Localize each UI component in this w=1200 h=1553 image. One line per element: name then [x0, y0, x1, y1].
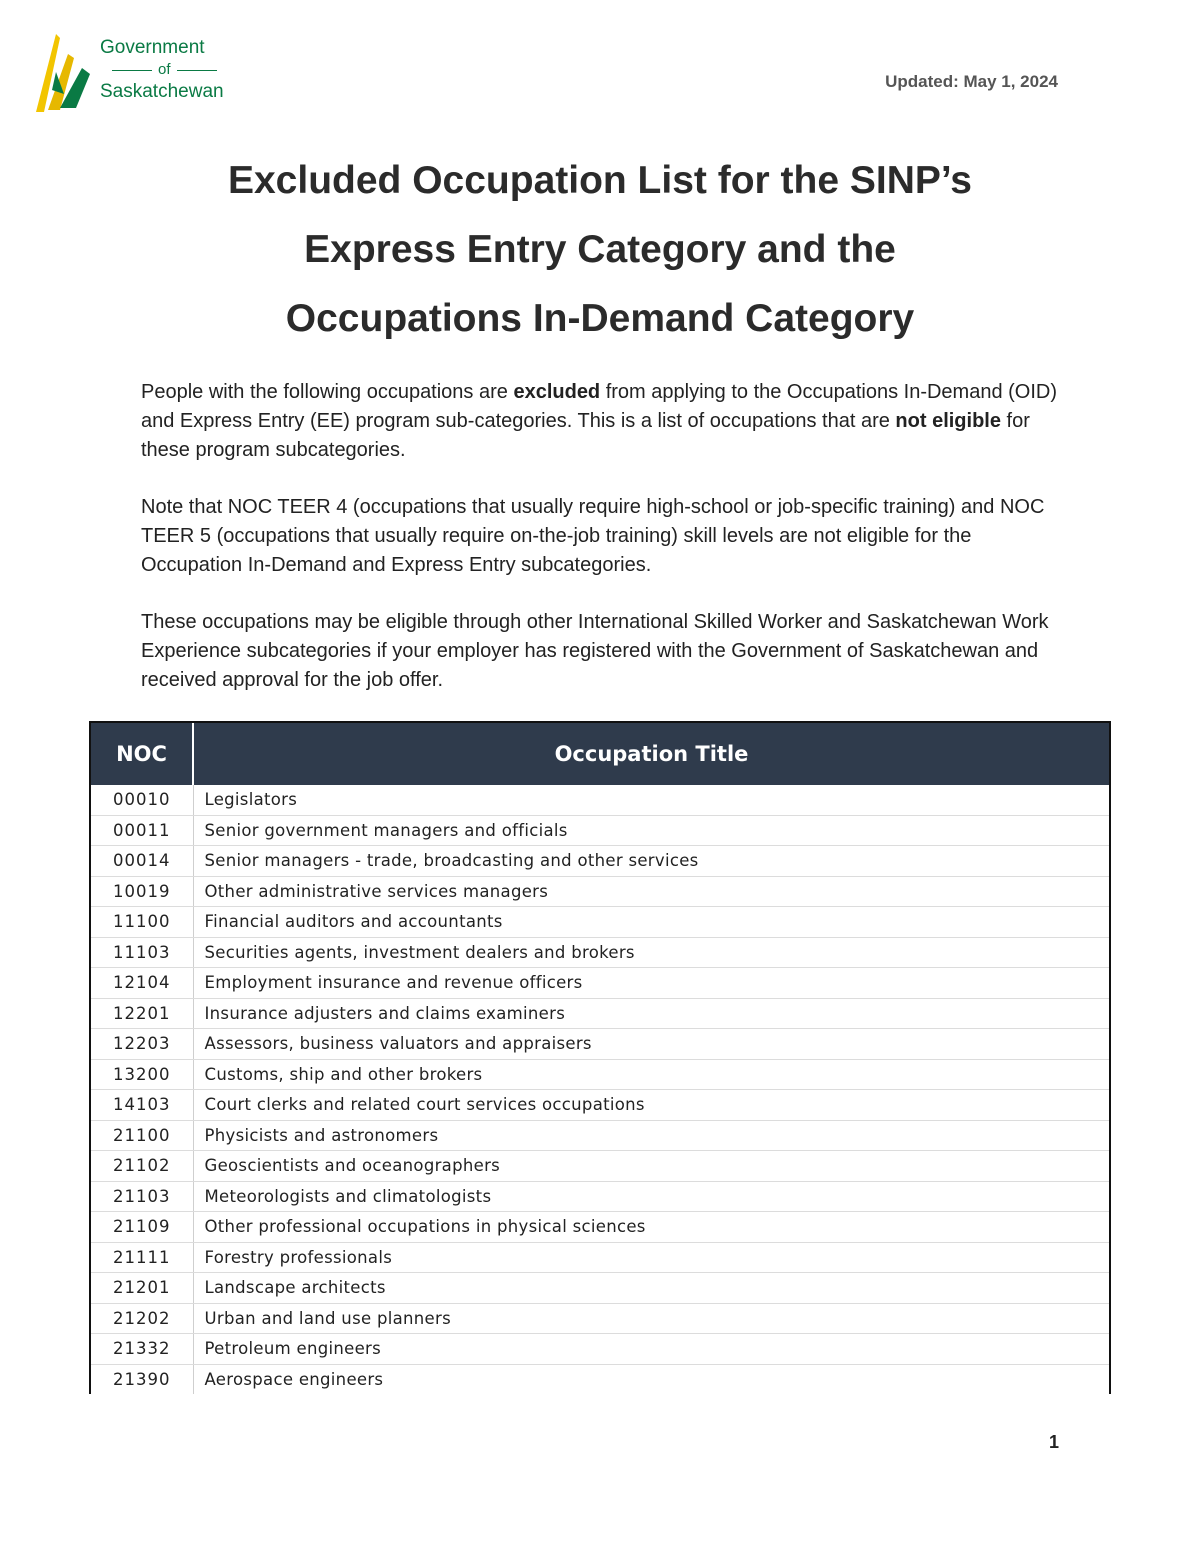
occupation-title: Meteorologists and climatologists — [193, 1181, 1109, 1212]
occupation-title: Assessors, business valuators and appraisers — [193, 1029, 1109, 1060]
table-row — [91, 1273, 1109, 1304]
table-row — [91, 907, 1109, 938]
noc-code: 12104 — [91, 968, 193, 999]
table-row — [91, 846, 1109, 877]
noc-code: 21201 — [91, 1273, 193, 1304]
occupation-title: Other professional occupations in physical sciences — [193, 1212, 1109, 1243]
occupation-title: Aerospace engineers — [204, 1369, 384, 1389]
noc-code: 21100 — [91, 1120, 193, 1151]
occupation-title: Petroleum engineers — [193, 1334, 1109, 1365]
page-number: 1 — [1048, 1432, 1059, 1452]
table-row — [91, 1303, 1109, 1334]
table-row — [91, 1120, 1109, 1151]
table-row — [91, 876, 1109, 907]
occupation-title: Senior managers - trade, broadcasting and other services — [193, 846, 1109, 877]
noc-code: 21109 — [91, 1212, 193, 1243]
occupation-title: Geoscientists and oceanographers — [193, 1151, 1109, 1182]
title-line-1: Excluded Occupation List for the SINP’s — [227, 159, 972, 202]
occupation-title: Urban and land use planners — [193, 1303, 1109, 1334]
table-row — [91, 1334, 1109, 1365]
occupation-title: Physicists and astronomers — [193, 1120, 1109, 1151]
logo-wordmark — [100, 36, 224, 104]
table-row — [91, 937, 1109, 968]
noc-code: 21102 — [91, 1151, 193, 1182]
noc-code: 21332 — [91, 1334, 193, 1365]
noc-code: 00014 — [91, 846, 193, 877]
table-row — [91, 968, 1109, 999]
noc-code: 10019 — [91, 876, 193, 907]
occupation-title: Financial auditors and accountants — [193, 907, 1109, 938]
table-row — [91, 1212, 1109, 1243]
occupation-title: Employment insurance and revenue officers — [193, 968, 1109, 999]
page-title — [0, 146, 1200, 353]
table-row — [91, 1090, 1109, 1121]
occupation-title: Senior government managers and officials — [193, 815, 1109, 846]
intro-paragraph-2: Note that NOC TEER 4 (occupations that usually require high-school or job-specific training) and NOC TEER 5 (occupations that usually require on-the-job training) skill levels are not eligible for the Occupation In-Demand and Express Entry subcategories. — [141, 496, 1045, 576]
intro-paragraph-3: These occupations may be eligible through other International Skilled Worker and Saskatchewan Work Experience subcategories if your employer has registered with the Government of Saskatchewan and received approval for the job offer. — [141, 611, 1049, 691]
noc-column-header: NOC — [91, 723, 193, 785]
noc-code: 12201 — [91, 998, 193, 1029]
table-row — [91, 1364, 1109, 1394]
occupation-title: Customs, ship and other brokers — [193, 1059, 1109, 1090]
intro-text — [141, 378, 1071, 723]
noc-code: 14103 — [91, 1090, 193, 1121]
table-row — [91, 1242, 1109, 1273]
table-row — [91, 815, 1109, 846]
occupation-title: Other administrative services managers — [193, 876, 1109, 907]
intro-paragraph-1: People with the following occupations are excluded from applying to the Occupations In-Demand (OID) and Express Entry (EE) program sub-categories. This is a list of occupations that are not eligible for these program subcategories. — [141, 381, 1058, 461]
noc-code: 11100 — [91, 907, 193, 938]
logo-line-government: Government — [100, 37, 205, 58]
noc-code: 00010 — [91, 785, 193, 815]
logo-line-of: of — [158, 61, 171, 78]
occupation-title-column-header: Occupation Title — [193, 723, 1109, 785]
table-row — [91, 1151, 1109, 1182]
occupation-title: Court clerks and related court services occupations — [193, 1090, 1109, 1121]
noc-code: 13200 — [91, 1059, 193, 1090]
title-line-3: Occupations In-Demand Category — [285, 297, 915, 340]
table-row — [91, 785, 1109, 815]
table-row — [91, 1059, 1109, 1090]
table-row — [91, 1181, 1109, 1212]
noc-code: 00011 — [91, 815, 193, 846]
noc-code: 21390 — [91, 1364, 193, 1394]
occupation-title: Insurance adjusters and claims examiners — [193, 998, 1109, 1029]
noc-code: 21103 — [91, 1181, 193, 1212]
government-logo — [34, 28, 234, 118]
noc-code: 11103 — [91, 937, 193, 968]
table-row — [91, 1029, 1109, 1060]
table-header-row — [91, 723, 1109, 785]
occupation-title: Legislators — [193, 785, 1109, 815]
occupation-title: Landscape architects — [193, 1273, 1109, 1304]
noc-code: 21202 — [91, 1303, 193, 1334]
occupation-title: Forestry professionals — [193, 1242, 1109, 1273]
occupation-table — [89, 721, 1111, 1394]
title-line-2: Express Entry Category and the — [304, 228, 896, 271]
logo-line-saskatchewan: Saskatchewan — [100, 81, 224, 102]
noc-code: 12203 — [91, 1029, 193, 1060]
updated-date: Updated: May 1, 2024 — [885, 72, 1058, 91]
wheat-sheaf-icon — [34, 28, 104, 118]
table-row — [91, 998, 1109, 1029]
noc-code: 21111 — [91, 1242, 193, 1273]
occupation-title: Securities agents, investment dealers and brokers — [193, 937, 1109, 968]
